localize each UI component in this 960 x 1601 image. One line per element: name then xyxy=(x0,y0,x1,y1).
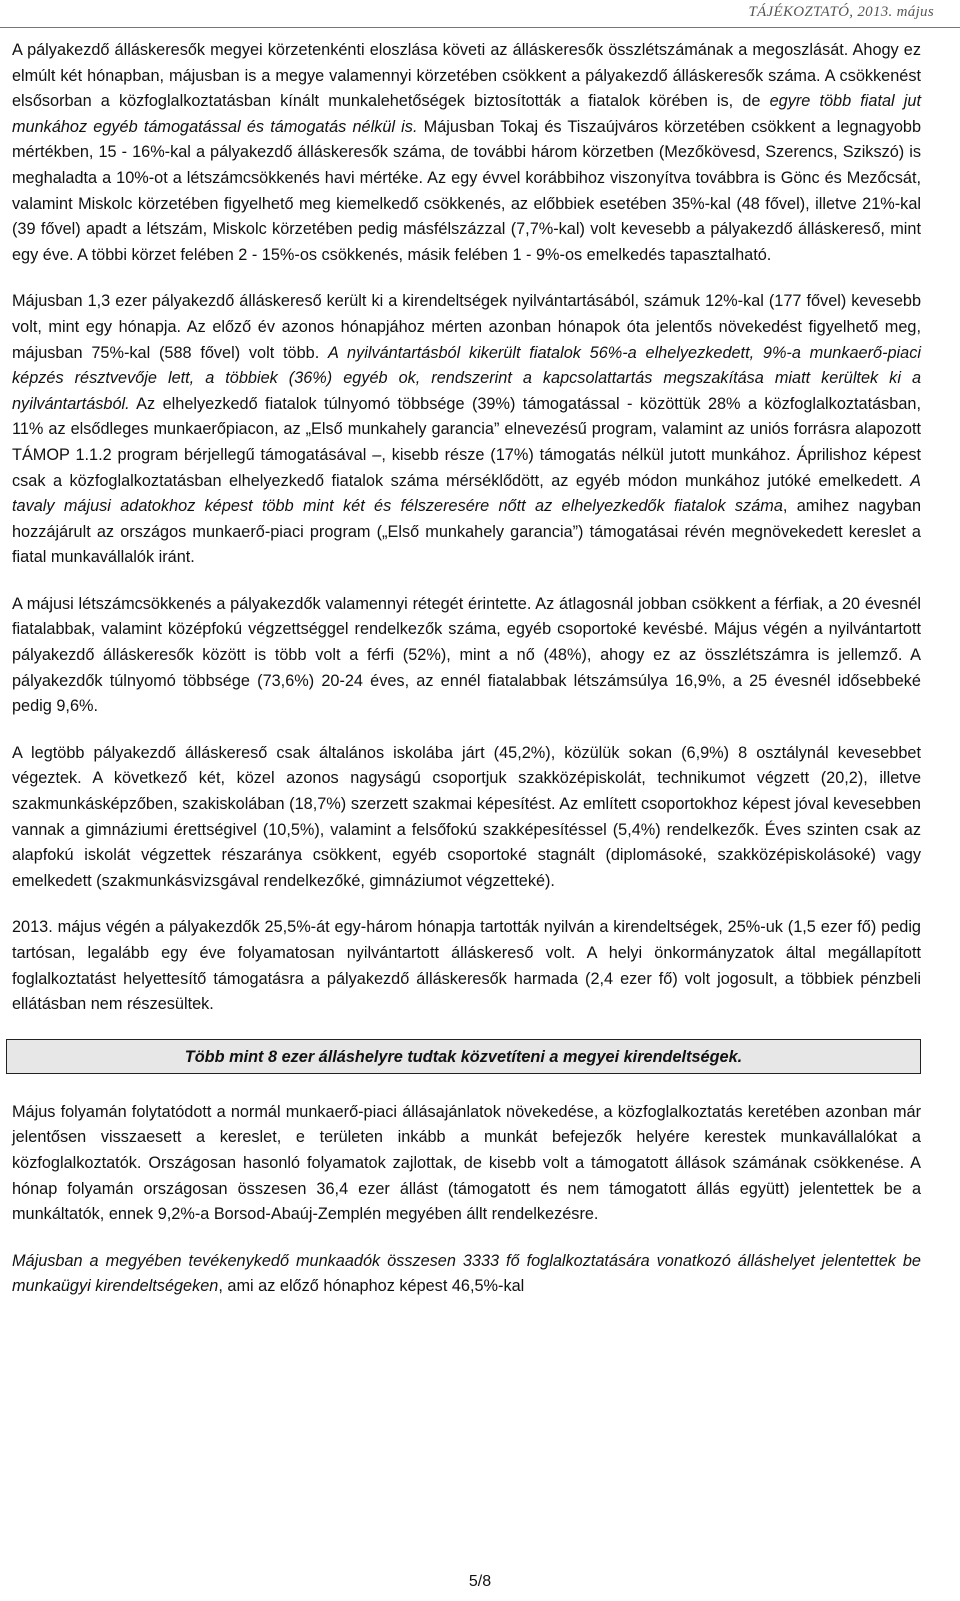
paragraph-text-italic: A tavaly májusi adatokhoz képest több mint két és félszeresére nőtt az elhelyezkedők fiatalok száma xyxy=(12,471,921,516)
paragraph-text-italic: A nyilvántartásból kikerült fiatalok 56%-a elhelyezkedett, 9%-a munkaerő-piaci képzés résztvevője lett, a többiek (36%) egyéb ok, rendszerint a kapcsolattartás megszakítása miatt kerültek ki a nyilvántartásból. xyxy=(12,343,921,413)
paragraph-text: , amihez nagyban hozzájárult az országos munkaerő-piaci program („Első munkahely garancia”) támogatásai révén megnövekedett kereslet a fiatal munkavállalók iránt. xyxy=(12,497,921,567)
paragraph-text: Májusban Tokaj és Tiszaújváros körzetében csökkent a legnagyobb mértékben, 15 - 16%-kal a pályakezdő álláskeresők száma, de további három körzetben (Mezőkövesd, Szerencs, Szikszó) is meghaladta a 10%-ot a létszámcsökkenés havi mértéke. Az egy évvel korábbihoz viszonyítva továbbra is Gönc és Mezőcsát, valamint Miskolc körzetében figyelhető meg kiemelkedő csökkenés, az előbbiek esetében 35%-kal (48 fővel), illetve 21%-kal (39 fővel) apadt a létszám, Miskolc körzetében pedig másfélszázzal (7,7%-kal) volt kevesebb a pályakezdő álláskereső, mint egy éve. A többi körzet felében 2 - 15%-os csökkenés, másik felében 1 - 9%-os emelkedés tapasztalható. xyxy=(12,117,921,264)
running-header-title: TÁJÉKOZTATÓ, 2013. május xyxy=(748,4,934,20)
paragraph-text-italic: egyre több fiatal jut munkához egyéb támogatással és támogatás nélkül is. xyxy=(12,92,922,136)
paragraph xyxy=(12,289,921,571)
paragraph xyxy=(12,592,921,720)
paragraph-text: , ami az előző hónaphoz képest 46,5%-kal xyxy=(218,1277,525,1296)
paragraph-text: A májusi létszámcsökkenés a pályakezdők valamennyi rétegét érintette. Az átlagosnál jobban csökkent a férfiak, a 20 évesnél fiatalabbak, valamint középfokú végzettséggel rendelkezők száma, egyéb csoportoké kevésbé. Május végén a nyilvántartott pályakezdő álláskeresők között is több volt a férfi (52%), mint a nő (48%), ahogy ez az összlétszámra is jellemző. A pályakezdők túlnyomó többsége (73,6%) 20-24 éves, az ennél fiatalabbak létszámsúlya 16,9%, a 25 évesnél idősebbeké pedig 9,6%. xyxy=(12,594,921,716)
page-number: 5/8 xyxy=(468,1573,492,1590)
paragraph xyxy=(12,915,921,1017)
paragraph-text: 2013. május végén a pályakezdők 25,5%-át egy-három hónapja tartották nyilván a kirendeltségek, 25%-uk (1,5 ezer fő) pedig tartósan, legalább egy éve folyamatosan nyilvántartott álláskereső volt. A helyi önkormányzatok által megállapított foglalkoztatást helyettesítő támogatásra a pályakezdő álláskeresők harmada (2,4 ezer fő) volt jogosult, a többiek pénzbeli ellátásban nem részesültek. xyxy=(12,918,921,1014)
paragraph xyxy=(12,1100,921,1228)
paragraph-text: A legtöbb pályakezdő álláskereső csak általános iskolába járt (45,2%), közülük sokan (6,9%) 8 osztálynál kevesebbet végeztek. A következő két, közel azonos nagyságú csoportjuk szakközépiskolát, technikumot végzett (20,2), illetve szakmunkásképzőben, szakiskolában (18,7%) szerzett szakmai képesítést. Az említett csoportokhoz képest jóval kevesebben vannak a gimnáziumi érettségivel (10,5%), valamint a felsőfokú szakképesítéssel (5,4%) rendelkezők. Éves szinten csak az alapfokú iskolát végzettek részaránya csökkent, egyéb csoportoké stagnált (diplomásoké, szakközépiskolásoké) vagy emelkedett (szakmunkásvizsgával rendelkezőké, gimnáziumot végzetteké). xyxy=(12,743,921,890)
paragraph xyxy=(12,38,921,268)
highlight-box: Több mint 8 ezer álláshelyre tudtak közvetíteni a megyei kirendeltségek. xyxy=(6,1039,921,1074)
paragraph xyxy=(12,741,921,895)
document-body xyxy=(12,38,921,1300)
paragraph-text: Májusban 1,3 ezer pályakezdő álláskereső került ki a kirendeltségek nyilvántartásából, számuk 12%-kal (177 fővel) kevesebb volt, mint egy hónapja. Az előző év azonos hónapjához mérten azonban hónapok óta jelentős növekedést figyelhető meg, májusban 75%-kal (588 fővel) volt több. xyxy=(12,292,921,362)
paragraph-text-italic: Májusban a megyében tevékenykedő munkaadók összesen 3333 fő foglalkoztatására vonatkozó álláshelyet jelentettek be munkaügyi kirendeltségeken xyxy=(12,1251,921,1296)
paragraph-text: A pályakezdő álláskeresők megyei körzetenkénti eloszlása követi az álláskeresők összlétszámának a megoszlását. Ahogy ez elmúlt két hónapban, májusban is a megye valamennyi körzetében csökkent a pályakezdő álláskeresők száma. A csökkenést elsősorban a közfoglalkoztatásban kínált munkalehetőségek biztosították a fiatalok körében is, de xyxy=(12,41,921,111)
paragraph-text: Az elhelyezkedő fiatalok túlnyomó többsége (39%) támogatással - közöttük 28% a közfoglalkoztatásban, 11% az elsődleges munkaerőpiacon, az „Első munkahely garancia” elnevezésű program, valamint az uniós forrásra alapozott TÁMOP 1.1.2 program bérjellegű támogatásával –, kisebb része (17%) támogatás nélkül jutott munkához. Áprilishoz képest csak a közfoglalkoztatásban elhelyezkedő fiatalok száma mérséklődött, az egyéb módon munkához jutóké emelkedett. xyxy=(12,394,921,490)
paragraph xyxy=(12,1249,921,1300)
paragraph-text: Május folyamán folytatódott a normál munkaerő-piaci állásajánlatok növekedése, a közfoglalkoztatás keretében azonban már jelentősen visszaesett a kereslet, e területen inkább a munkát befejezők helyére kerestek munkavállalókat a közfoglalkoztatók. Országosan hasonló folyamatok zajlottak, de kisebb volt a támogatott állások számának csökkenése. A hónap folyamán országosan összesen 36,4 ezer állást (támogatott és nem támogatott állás együtt) jelentettek be a munkáltatók, ennek 9,2%-a Borsod-Abaúj-Zemplén megyében állt rendelkezésre. xyxy=(12,1102,921,1224)
header-divider xyxy=(0,27,960,28)
